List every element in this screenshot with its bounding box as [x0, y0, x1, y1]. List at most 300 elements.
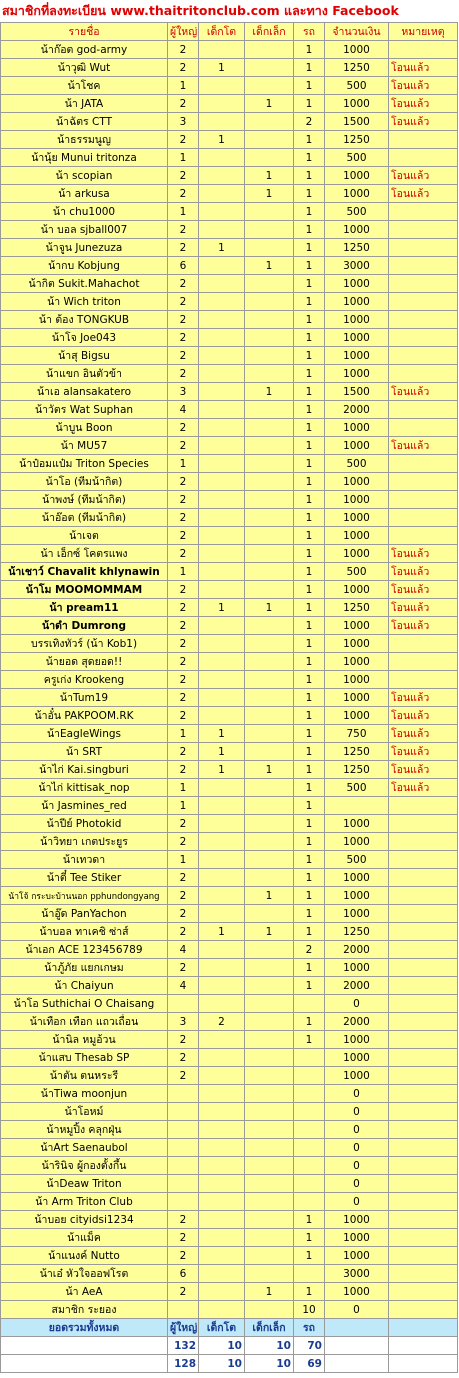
young-kids-count — [245, 1193, 294, 1211]
cars-count: 1 — [294, 725, 325, 743]
young-kids-count — [245, 311, 294, 329]
table-row — [1, 941, 458, 959]
older-kids-count — [199, 419, 245, 437]
amount-value: 1000 — [325, 815, 389, 833]
amount-value: 500 — [325, 851, 389, 869]
adults-count: 2 — [168, 743, 199, 761]
older-kids-count: 1 — [199, 599, 245, 617]
young-kids-count — [245, 437, 294, 455]
young-kids-count — [245, 833, 294, 851]
cars-count: 1 — [294, 437, 325, 455]
young-kids-count — [245, 77, 294, 95]
adults-count: 2 — [168, 599, 199, 617]
table-row — [1, 239, 458, 257]
young-kids-count — [245, 563, 294, 581]
total-young-kids: 10 — [245, 1355, 294, 1373]
young-kids-count — [245, 689, 294, 707]
adults-count: 2 — [168, 41, 199, 59]
amount-value: 1000 — [325, 1247, 389, 1265]
transfer-note — [389, 275, 458, 293]
member-name: น้าหมูปิ้ง คลุกฝุ่น — [1, 1121, 168, 1139]
adults-count: 2 — [168, 653, 199, 671]
amount-value: 1000 — [325, 221, 389, 239]
transfer-note — [389, 1067, 458, 1085]
transfer-note: โอนแล้ว — [389, 743, 458, 761]
amount-value: 1000 — [325, 707, 389, 725]
older-kids-count — [199, 995, 245, 1013]
table-row — [1, 869, 458, 887]
member-name: น้าแขก อินตัวข้า — [1, 365, 168, 383]
member-name: น้าจูน Junezuza — [1, 239, 168, 257]
older-kids-count — [199, 1193, 245, 1211]
older-kids-count — [199, 689, 245, 707]
table-row — [1, 1013, 458, 1031]
member-name: น้าวิทยา เกตประยูร — [1, 833, 168, 851]
member-name: น้ากบ Kobjung — [1, 257, 168, 275]
amount-value: 1000 — [325, 959, 389, 977]
table-row — [1, 1121, 458, 1139]
cars-count: 1 — [294, 257, 325, 275]
transfer-note — [389, 239, 458, 257]
cars-count: 1 — [294, 311, 325, 329]
member-name: น้าเชาว์ Chavalit khlynawin — [1, 563, 168, 581]
cars-count — [294, 1175, 325, 1193]
adults-count: 2 — [168, 437, 199, 455]
table-row — [1, 671, 458, 689]
amount-value: 0 — [325, 1103, 389, 1121]
adults-count: 2 — [168, 1247, 199, 1265]
amount-value: 1000 — [325, 491, 389, 509]
adults-count: 3 — [168, 1013, 199, 1031]
adults-count — [168, 1121, 199, 1139]
amount-value: 1000 — [325, 329, 389, 347]
amount-value: 1250 — [325, 599, 389, 617]
adults-count: 1 — [168, 149, 199, 167]
total-blank — [389, 1319, 458, 1337]
young-kids-count — [245, 1049, 294, 1067]
amount-value: 1000 — [325, 689, 389, 707]
table-row — [1, 617, 458, 635]
member-name: น้าก๊อต god-army — [1, 41, 168, 59]
transfer-note — [389, 41, 458, 59]
member-name: น้าดำ Dumrong — [1, 617, 168, 635]
member-name: น้าวุฒิ Wut — [1, 59, 168, 77]
total-col-young-kids: เด็กเล็ก — [245, 1319, 294, 1337]
adults-count: 2 — [168, 311, 199, 329]
transfer-note — [389, 923, 458, 941]
adults-count: 2 — [168, 671, 199, 689]
cars-count — [294, 995, 325, 1013]
adults-count: 2 — [168, 617, 199, 635]
transfer-note — [389, 347, 458, 365]
table-row — [1, 59, 458, 77]
table-row — [1, 491, 458, 509]
adults-count: 2 — [168, 1229, 199, 1247]
adults-count: 1 — [168, 563, 199, 581]
amount-value: 1000 — [325, 1229, 389, 1247]
amount-value: 1000 — [325, 347, 389, 365]
cars-count: 1 — [294, 959, 325, 977]
young-kids-count — [245, 1103, 294, 1121]
older-kids-count — [199, 1049, 245, 1067]
amount-value: 500 — [325, 203, 389, 221]
member-name: น้าบอล ทาเคชิ ซ่าส์ — [1, 923, 168, 941]
total-col-older-kids: เด็กโต — [199, 1319, 245, 1337]
amount-value — [325, 797, 389, 815]
adults-count — [168, 1103, 199, 1121]
young-kids-count — [245, 743, 294, 761]
transfer-note — [389, 1301, 458, 1319]
older-kids-count — [199, 563, 245, 581]
amount-value: 1000 — [325, 545, 389, 563]
table-row — [1, 1229, 458, 1247]
col-header-young-kids: เด็กเล็ก — [245, 23, 294, 41]
cars-count: 1 — [294, 581, 325, 599]
cars-count: 1 — [294, 203, 325, 221]
cars-count — [294, 1085, 325, 1103]
older-kids-count — [199, 203, 245, 221]
col-header-name: รายชื่อ — [1, 23, 168, 41]
member-name: น้าอ๊อต (ทีมน้ากิต) — [1, 509, 168, 527]
transfer-note — [389, 293, 458, 311]
cars-count: 1 — [294, 491, 325, 509]
amount-value: 0 — [325, 995, 389, 1013]
young-kids-count — [245, 221, 294, 239]
cars-count: 1 — [294, 347, 325, 365]
adults-count: 2 — [168, 167, 199, 185]
older-kids-count — [199, 221, 245, 239]
cars-count: 1 — [294, 167, 325, 185]
member-name: น้าTiwa moonjun — [1, 1085, 168, 1103]
transfer-note — [389, 131, 458, 149]
older-kids-count — [199, 959, 245, 977]
transfer-note — [389, 797, 458, 815]
older-kids-count — [199, 1247, 245, 1265]
total-older-kids: 10 — [199, 1337, 245, 1355]
older-kids-count — [199, 905, 245, 923]
young-kids-count — [245, 491, 294, 509]
cars-count: 1 — [294, 527, 325, 545]
amount-value: 2000 — [325, 941, 389, 959]
total-young-kids: 10 — [245, 1337, 294, 1355]
cars-count: 1 — [294, 293, 325, 311]
table-row — [1, 851, 458, 869]
amount-value: 1000 — [325, 167, 389, 185]
adults-count: 2 — [168, 869, 199, 887]
table-row — [1, 365, 458, 383]
table-row — [1, 725, 458, 743]
young-kids-count: 1 — [245, 887, 294, 905]
cars-count: 1 — [294, 905, 325, 923]
older-kids-count — [199, 1283, 245, 1301]
table-row — [1, 1193, 458, 1211]
table-row — [1, 509, 458, 527]
older-kids-count — [199, 347, 245, 365]
cars-count: 1 — [294, 1211, 325, 1229]
cars-count: 1 — [294, 41, 325, 59]
older-kids-count — [199, 617, 245, 635]
member-name: น้าบูน Boon — [1, 419, 168, 437]
table-row — [1, 1139, 458, 1157]
member-name: น้าArt Saenaubol — [1, 1139, 168, 1157]
young-kids-count — [245, 707, 294, 725]
table-row — [1, 131, 458, 149]
amount-value: 1000 — [325, 905, 389, 923]
older-kids-count — [199, 1139, 245, 1157]
amount-value: 1250 — [325, 923, 389, 941]
member-name: น้าธรรมนูญ — [1, 131, 168, 149]
amount-value: 1000 — [325, 1049, 389, 1067]
member-name: น้าโอหม์ — [1, 1103, 168, 1121]
transfer-note — [389, 1103, 458, 1121]
member-name: น้าEagleWings — [1, 725, 168, 743]
cars-count: 1 — [294, 239, 325, 257]
amount-value: 1000 — [325, 617, 389, 635]
transfer-note — [389, 419, 458, 437]
amount-value: 1000 — [325, 833, 389, 851]
adults-count: 2 — [168, 635, 199, 653]
member-name: น้ารินิจ ผู้กองตั้งกึ้น — [1, 1157, 168, 1175]
member-name: น้า arkusa — [1, 185, 168, 203]
transfer-note — [389, 527, 458, 545]
amount-value: 500 — [325, 779, 389, 797]
young-kids-count — [245, 275, 294, 293]
table-row — [1, 833, 458, 851]
table-row — [1, 653, 458, 671]
member-name: น้าเอ alansakatero — [1, 383, 168, 401]
member-name: น้าเจต — [1, 527, 168, 545]
member-table — [0, 22, 458, 1373]
adults-count: 2 — [168, 509, 199, 527]
cars-count: 1 — [294, 1229, 325, 1247]
adults-count: 2 — [168, 473, 199, 491]
adults-count: 2 — [168, 761, 199, 779]
table-row — [1, 959, 458, 977]
amount-value: 1250 — [325, 131, 389, 149]
cars-count — [294, 1139, 325, 1157]
member-name: น้ากิต Sukit.Mahachot — [1, 275, 168, 293]
transfer-note — [389, 203, 458, 221]
cars-count: 1 — [294, 689, 325, 707]
table-row — [1, 1085, 458, 1103]
young-kids-count — [245, 797, 294, 815]
cars-count: 1 — [294, 833, 325, 851]
cars-count: 10 — [294, 1301, 325, 1319]
cars-count: 1 — [294, 977, 325, 995]
member-name: น้าอั๋น PAKPOOM.RK — [1, 707, 168, 725]
young-kids-count — [245, 1085, 294, 1103]
young-kids-count — [245, 977, 294, 995]
adults-count: 2 — [168, 329, 199, 347]
cars-count — [294, 1157, 325, 1175]
amount-value: 1000 — [325, 1211, 389, 1229]
member-name: น้า scopian — [1, 167, 168, 185]
cars-count: 1 — [294, 275, 325, 293]
adults-count: 2 — [168, 707, 199, 725]
cars-count: 1 — [294, 77, 325, 95]
table-row — [1, 149, 458, 167]
total-row — [1, 1337, 458, 1355]
adults-count — [168, 1175, 199, 1193]
total-blank — [1, 1355, 168, 1373]
total-blank — [1, 1337, 168, 1355]
adults-count: 2 — [168, 959, 199, 977]
young-kids-count: 1 — [245, 383, 294, 401]
member-name: น้าอู๊ด PanYachon — [1, 905, 168, 923]
member-name: น้าเทือก เทือก แถวเถื่อน — [1, 1013, 168, 1031]
older-kids-count — [199, 977, 245, 995]
adults-count: 2 — [168, 419, 199, 437]
member-name: น้า Jasmines_red — [1, 797, 168, 815]
young-kids-count — [245, 239, 294, 257]
member-name: น้าวัตร Wat Suphan — [1, 401, 168, 419]
adults-count: 2 — [168, 275, 199, 293]
amount-value: 0 — [325, 1157, 389, 1175]
adults-count: 2 — [168, 815, 199, 833]
older-kids-count: 1 — [199, 131, 245, 149]
member-name: น้า Wich triton — [1, 293, 168, 311]
young-kids-count — [245, 1013, 294, 1031]
older-kids-count: 1 — [199, 923, 245, 941]
cars-count: 1 — [294, 1031, 325, 1049]
transfer-note — [389, 1139, 458, 1157]
older-kids-count — [199, 1265, 245, 1283]
cars-count: 2 — [294, 941, 325, 959]
older-kids-count — [199, 1103, 245, 1121]
cars-count: 1 — [294, 383, 325, 401]
older-kids-count — [199, 293, 245, 311]
member-name: ครูเก่ง Krookeng — [1, 671, 168, 689]
adults-count: 2 — [168, 1031, 199, 1049]
older-kids-count — [199, 671, 245, 689]
adults-count: 2 — [168, 239, 199, 257]
older-kids-count — [199, 581, 245, 599]
transfer-note: โอนแล้ว — [389, 599, 458, 617]
transfer-note — [389, 1085, 458, 1103]
transfer-note — [389, 311, 458, 329]
table-row — [1, 455, 458, 473]
amount-value: 1000 — [325, 311, 389, 329]
table-row — [1, 167, 458, 185]
adults-count: 2 — [168, 887, 199, 905]
cars-count — [294, 1049, 325, 1067]
adults-count: 6 — [168, 1265, 199, 1283]
older-kids-count: 1 — [199, 743, 245, 761]
adults-count: 2 — [168, 923, 199, 941]
young-kids-count — [245, 815, 294, 833]
older-kids-count — [199, 635, 245, 653]
cars-count: 1 — [294, 419, 325, 437]
young-kids-count — [245, 527, 294, 545]
table-row — [1, 257, 458, 275]
older-kids-count — [199, 887, 245, 905]
adults-count: 1 — [168, 455, 199, 473]
table-row — [1, 761, 458, 779]
table-row — [1, 743, 458, 761]
table-row — [1, 347, 458, 365]
older-kids-count — [199, 779, 245, 797]
table-row — [1, 185, 458, 203]
total-header-row — [1, 1319, 458, 1337]
table-row — [1, 1175, 458, 1193]
older-kids-count — [199, 1211, 245, 1229]
member-name: น้า บอล sjball007 — [1, 221, 168, 239]
member-name: น้า AeA — [1, 1283, 168, 1301]
transfer-note — [389, 905, 458, 923]
cars-count: 1 — [294, 509, 325, 527]
transfer-note — [389, 401, 458, 419]
table-row — [1, 599, 458, 617]
member-name: น้าแสบ Thesab SP — [1, 1049, 168, 1067]
member-name: น้านิล หมูอ้วน — [1, 1031, 168, 1049]
transfer-note: โอนแล้ว — [389, 167, 458, 185]
adults-count: 2 — [168, 131, 199, 149]
adults-count: 2 — [168, 1067, 199, 1085]
older-kids-count — [199, 473, 245, 491]
table-row — [1, 1265, 458, 1283]
member-name: น้าTum19 — [1, 689, 168, 707]
cars-count: 1 — [294, 743, 325, 761]
young-kids-count — [245, 455, 294, 473]
table-row — [1, 77, 458, 95]
cars-count: 1 — [294, 131, 325, 149]
member-name: น้าภู้ภัย แยกเกษม — [1, 959, 168, 977]
older-kids-count — [199, 1301, 245, 1319]
table-row — [1, 563, 458, 581]
adults-count: 2 — [168, 221, 199, 239]
table-row — [1, 311, 458, 329]
older-kids-count: 1 — [199, 725, 245, 743]
adults-count: 2 — [168, 293, 199, 311]
cars-count — [294, 1121, 325, 1139]
adults-count: 2 — [168, 365, 199, 383]
older-kids-count — [199, 653, 245, 671]
amount-value: 1000 — [325, 419, 389, 437]
amount-value: 2000 — [325, 1013, 389, 1031]
adults-count: 1 — [168, 851, 199, 869]
transfer-note — [389, 995, 458, 1013]
col-header-amount: จำนวนเงิน — [325, 23, 389, 41]
transfer-note — [389, 455, 458, 473]
adults-count — [168, 1193, 199, 1211]
young-kids-count — [245, 1229, 294, 1247]
table-row — [1, 905, 458, 923]
young-kids-count: 1 — [245, 185, 294, 203]
young-kids-count — [245, 1157, 294, 1175]
member-name: น้าไก่ kittisak_nop — [1, 779, 168, 797]
adults-count — [168, 1157, 199, 1175]
older-kids-count — [199, 329, 245, 347]
young-kids-count: 1 — [245, 95, 294, 113]
older-kids-count — [199, 149, 245, 167]
older-kids-count — [199, 41, 245, 59]
table-row — [1, 293, 458, 311]
adults-count: 4 — [168, 977, 199, 995]
older-kids-count — [199, 545, 245, 563]
member-name: น้าป๋อมแป๋ม Triton Species — [1, 455, 168, 473]
member-name: น้าโจ Joe043 — [1, 329, 168, 347]
cars-count: 1 — [294, 923, 325, 941]
cars-count: 1 — [294, 815, 325, 833]
table-row — [1, 635, 458, 653]
older-kids-count — [199, 1085, 245, 1103]
table-row — [1, 923, 458, 941]
older-kids-count — [199, 455, 245, 473]
cars-count: 1 — [294, 671, 325, 689]
member-name: น้าแม็ค — [1, 1229, 168, 1247]
young-kids-count — [245, 725, 294, 743]
member-name: น้าเอ๋ หัวใจออฟโรต — [1, 1265, 168, 1283]
